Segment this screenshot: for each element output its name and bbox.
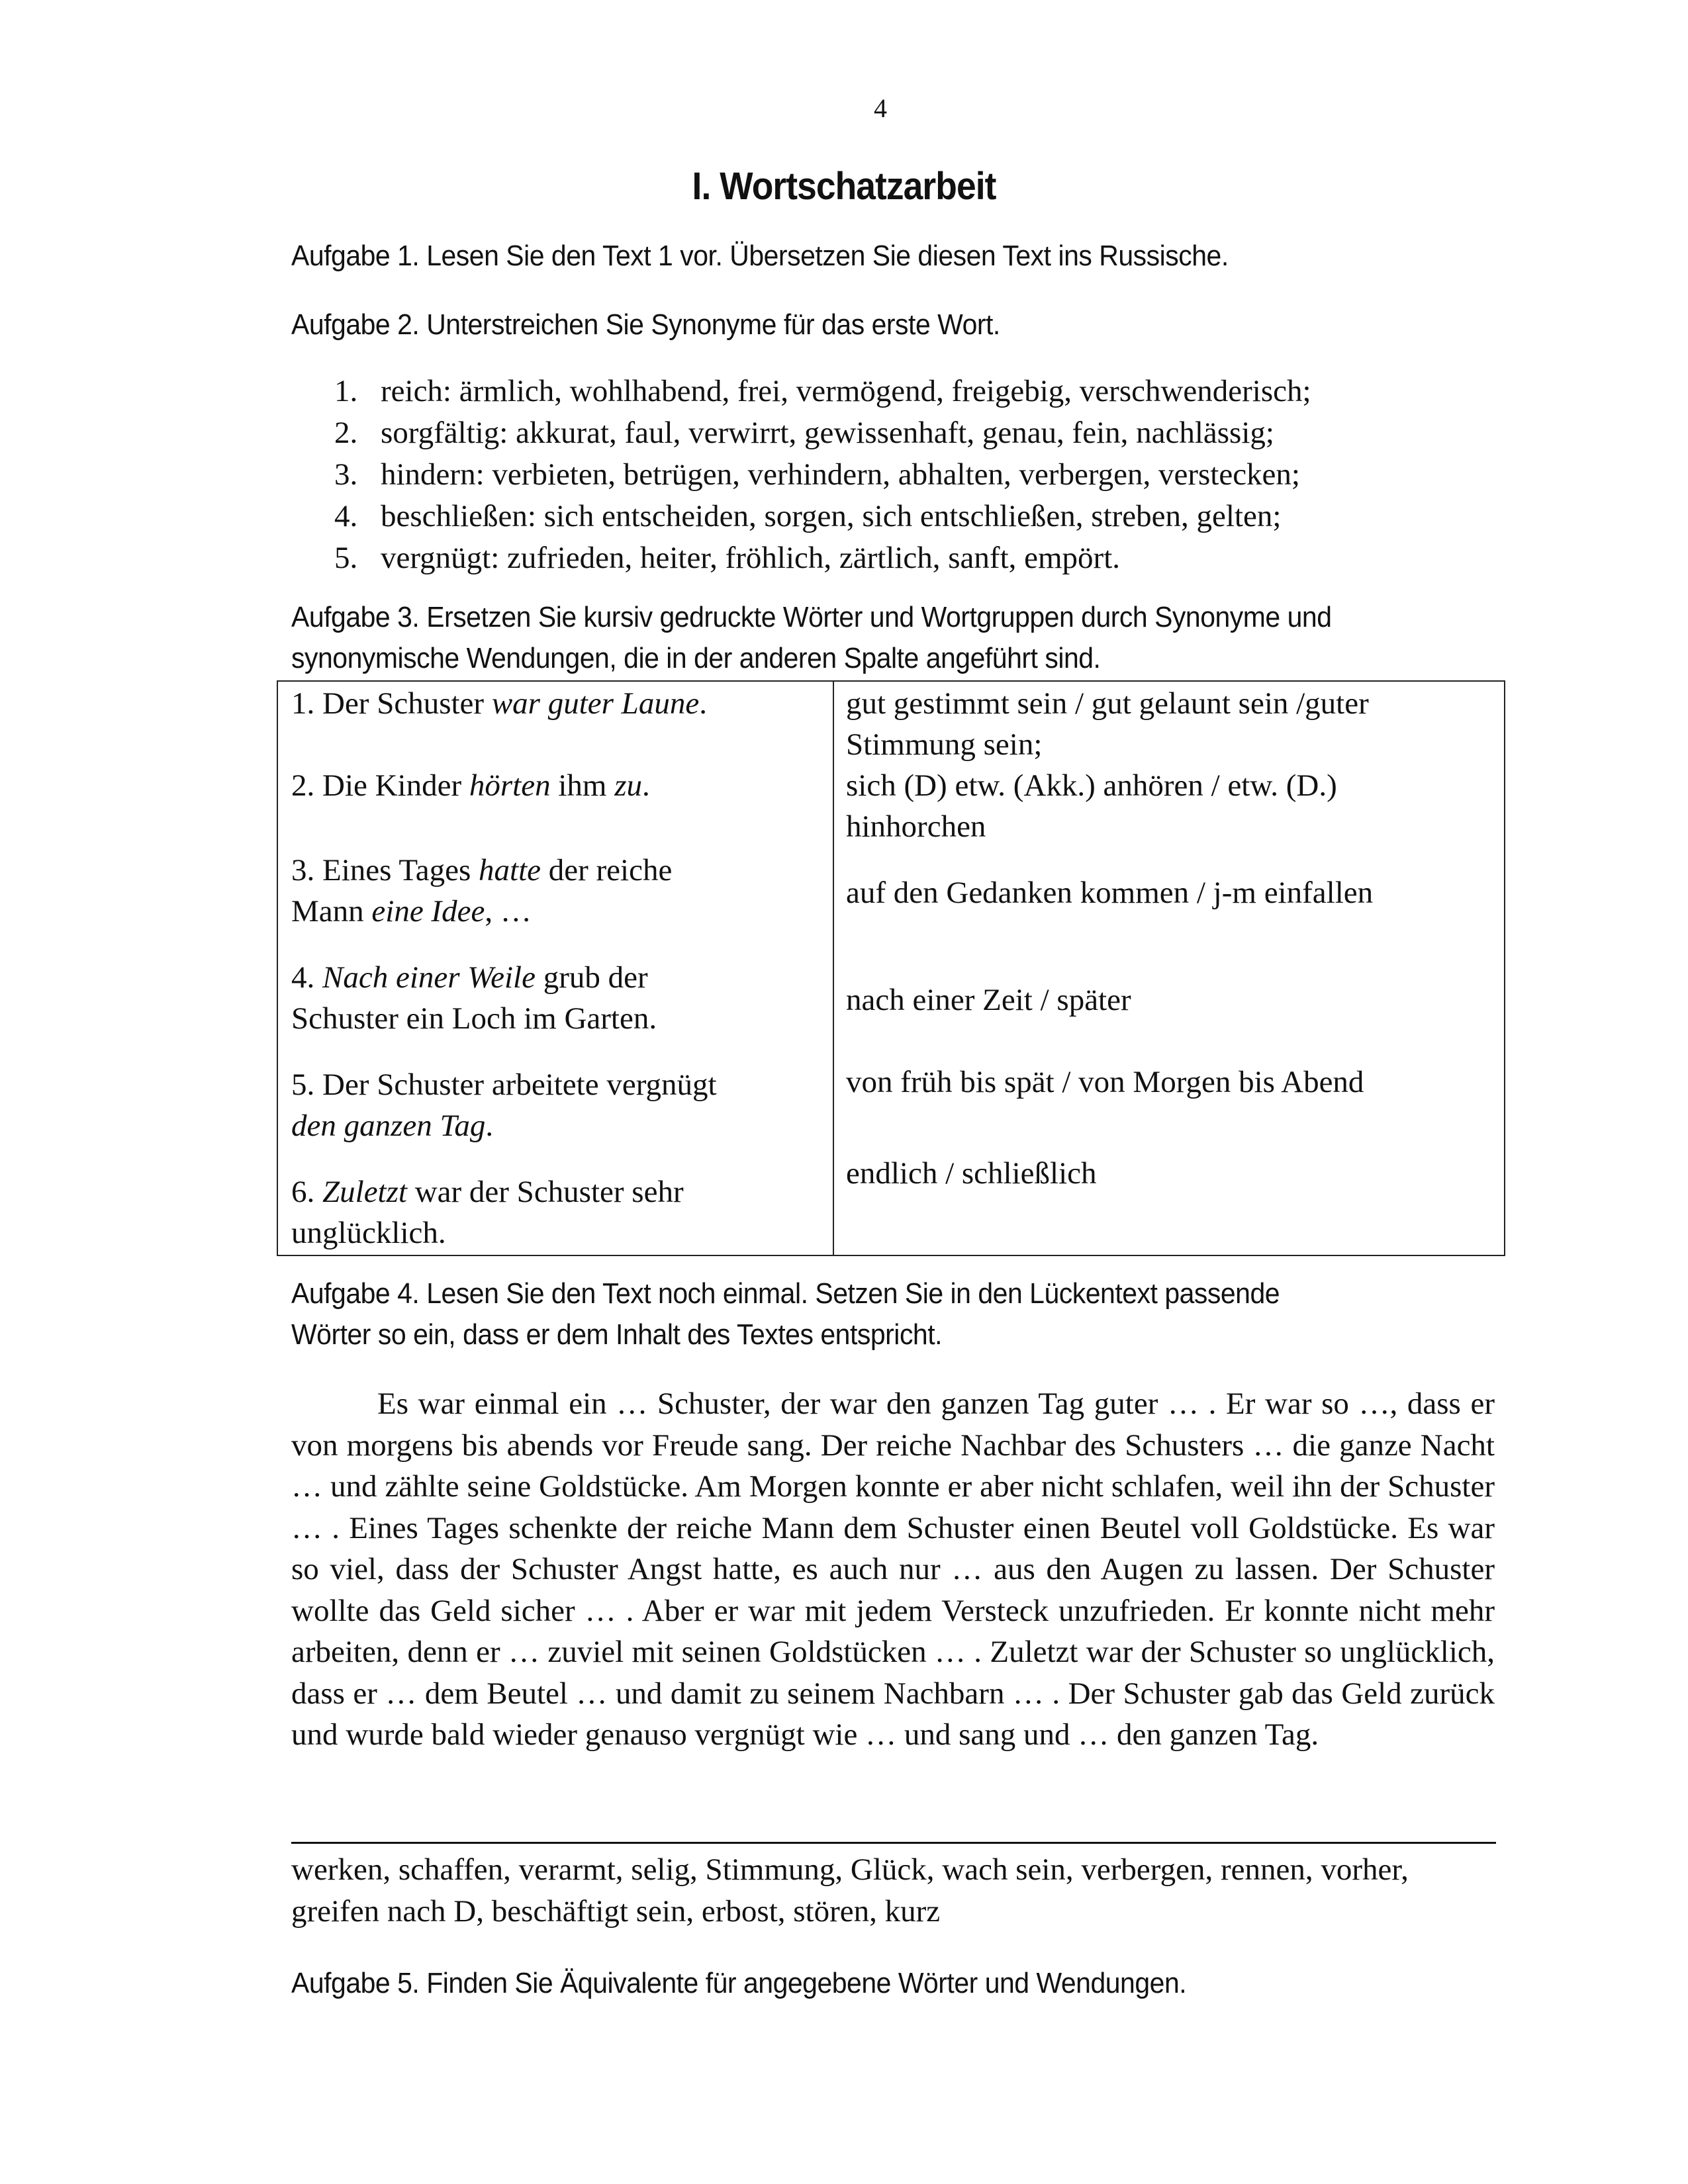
- synonym-item: [334, 454, 1311, 496]
- item-number: 2.: [334, 416, 358, 450]
- task-5-instruction: Aufgabe 5. Finden Sie Äquivalente für angegebene Wörter und Wendungen.: [291, 1967, 1187, 1999]
- table-row-4-left: [291, 957, 657, 1039]
- text-plain: .: [485, 1109, 494, 1143]
- text-italic: zu: [614, 768, 643, 803]
- table-row-2-right-line-2: hinhorchen: [846, 809, 986, 844]
- synonym-item: [334, 412, 1311, 454]
- gap-text: [291, 1383, 1495, 1756]
- table-row-6-left: [291, 1171, 684, 1253]
- table-row-3-right: auf den Gedanken kommen / j-m einfallen: [846, 876, 1374, 910]
- table-row-1-right-line-1: gut gestimmt sein / gut gelaunt sein /guter: [846, 686, 1369, 721]
- text-italic: Nach einer Weile: [322, 960, 536, 995]
- item-text: sorgfältig: akkurat, faul, verwirrt, gewissenhaft, genau, fein, nachlässig;: [381, 416, 1274, 450]
- table-row-5-right: von früh bis spät / von Morgen bis Abend: [846, 1065, 1364, 1099]
- item-number: 4.: [334, 499, 358, 533]
- text-plain: 4.: [291, 960, 322, 995]
- synonym-item: [334, 371, 1311, 412]
- text-plain: Schuster ein Loch im Garten.: [291, 1001, 657, 1036]
- text-plain: unglücklich.: [291, 1216, 446, 1250]
- text-plain: .: [699, 686, 707, 721]
- text-plain: 3. Eines Tages: [291, 853, 479, 887]
- gap-text-paragraph: Es war einmal ein … Schuster, der war den ganzen Tag guter … . Er war so …, dass er von morgens bis abends vor Freude sang. Der reiche Nachbar des Schusters … die ganze Nacht … und zählte seine Goldstücke. Am Morgen konnte er aber nicht schlafen, weil ihn der Schuster … . Eines Tages schenkte der reiche Mann dem Schuster einen Beutel voll Goldstücke. Es war so viel, dass der Schuster Angst hatte, es auch nur … aus den Augen zu lassen. Der Schuster wollte das Geld sicher … . Aber er war mit jedem Versteck unzufrieden. Er konnte nicht mehr arbeiten, denn er … zuviel mit seinen Goldstücken … . Zuletzt war der Schuster so unglücklich, dass er … dem Beutel … und damit zu seinem Nachbarn … . Der Schuster gab das Geld zurück und wurde bald wieder genauso vergnügt wie … und sang und … den ganzen Tag.: [291, 1387, 1495, 1752]
- section-heading: I. Wortschatzarbeit: [692, 165, 996, 208]
- item-text: reich: ärmlich, wohlhabend, frei, vermögend, freigebig, verschwenderisch;: [381, 374, 1311, 408]
- item-number: 5.: [334, 541, 358, 575]
- text-plain: , …: [485, 894, 532, 929]
- table-row-1-right-line-2: Stimmung sein;: [846, 727, 1043, 762]
- text-plain: 2. Die Kinder: [291, 768, 469, 803]
- text-italic: eine Idee: [371, 894, 485, 929]
- text-italic: hörten: [469, 768, 551, 803]
- task-3-line-1: Aufgabe 3. Ersetzen Sie kursiv gedruckte Wörter und Wortgruppen durch Synonyme und: [291, 601, 1332, 633]
- synonym-item: [334, 537, 1311, 579]
- table-row-6-right: endlich / schließlich: [846, 1156, 1097, 1191]
- text-italic: Zuletzt: [322, 1175, 407, 1209]
- text-plain: 1. Der Schuster: [291, 686, 492, 721]
- page-number: 4: [874, 93, 887, 123]
- item-number: 3.: [334, 457, 358, 492]
- table-row-2-right-line-1: sich (D) etw. (Akk.) anhören / etw. (D.): [846, 768, 1337, 803]
- table-row-2-left: [291, 768, 650, 803]
- synonym-item: [334, 496, 1311, 537]
- item-text: hindern: verbieten, betrügen, verhindern, abhalten, verbergen, verstecken;: [381, 457, 1300, 492]
- text-plain: ihm: [550, 768, 615, 803]
- task-3-line-2: synonymische Wendungen, die in der anderen Spalte angeführt sind.: [291, 642, 1101, 674]
- table-row-1-left: [291, 686, 707, 721]
- text-plain: der reiche: [541, 853, 673, 887]
- text-plain: 5. Der Schuster arbeitete vergnügt: [291, 1068, 717, 1102]
- task-1-instruction: Aufgabe 1. Lesen Sie den Text 1 vor. Übersetzen Sie diesen Text ins Russische.: [291, 240, 1229, 272]
- text-plain: Mann: [291, 894, 372, 929]
- task-4-line-1: Aufgabe 4. Lesen Sie den Text noch einmal. Setzen Sie in den Lückentext passende: [291, 1277, 1280, 1310]
- table-row-3-left: [291, 850, 672, 932]
- task-4-line-2: Wörter so ein, dass er dem Inhalt des Textes entspricht.: [291, 1318, 943, 1351]
- word-bank: werken, schaffen, verarmt, selig, Stimmung, Glück, wach sein, verbergen, rennen, vorher, greifen nach D, beschäftigt sein, erbost, stören, kurz: [291, 1852, 1409, 1929]
- text-italic: den ganzen Tag: [291, 1109, 486, 1143]
- text-plain: .: [642, 768, 650, 803]
- item-text: vergnügt: zufrieden, heiter, fröhlich, zärtlich, sanft, empört.: [381, 541, 1121, 575]
- task-3-instruction: [291, 597, 1331, 679]
- text-plain: war der Schuster sehr: [406, 1175, 684, 1209]
- text-plain: 6.: [291, 1175, 322, 1209]
- text-plain: grub der: [535, 960, 648, 995]
- task-4-instruction: [291, 1273, 1280, 1355]
- text-italic: war guter Laune: [491, 686, 700, 721]
- task-2-instruction: Aufgabe 2. Unterstreichen Sie Synonyme für das erste Wort.: [291, 308, 1000, 341]
- text-italic: hatte: [479, 853, 541, 887]
- synonym-list: [334, 371, 1311, 579]
- table-row-5-left: [291, 1064, 717, 1146]
- item-number: 1.: [334, 374, 358, 408]
- item-text: beschließen: sich entscheiden, sorgen, sich entschließen, streben, gelten;: [381, 499, 1282, 533]
- divider-line: [291, 1842, 1496, 1844]
- table-row-4-right: nach einer Zeit / später: [846, 983, 1131, 1017]
